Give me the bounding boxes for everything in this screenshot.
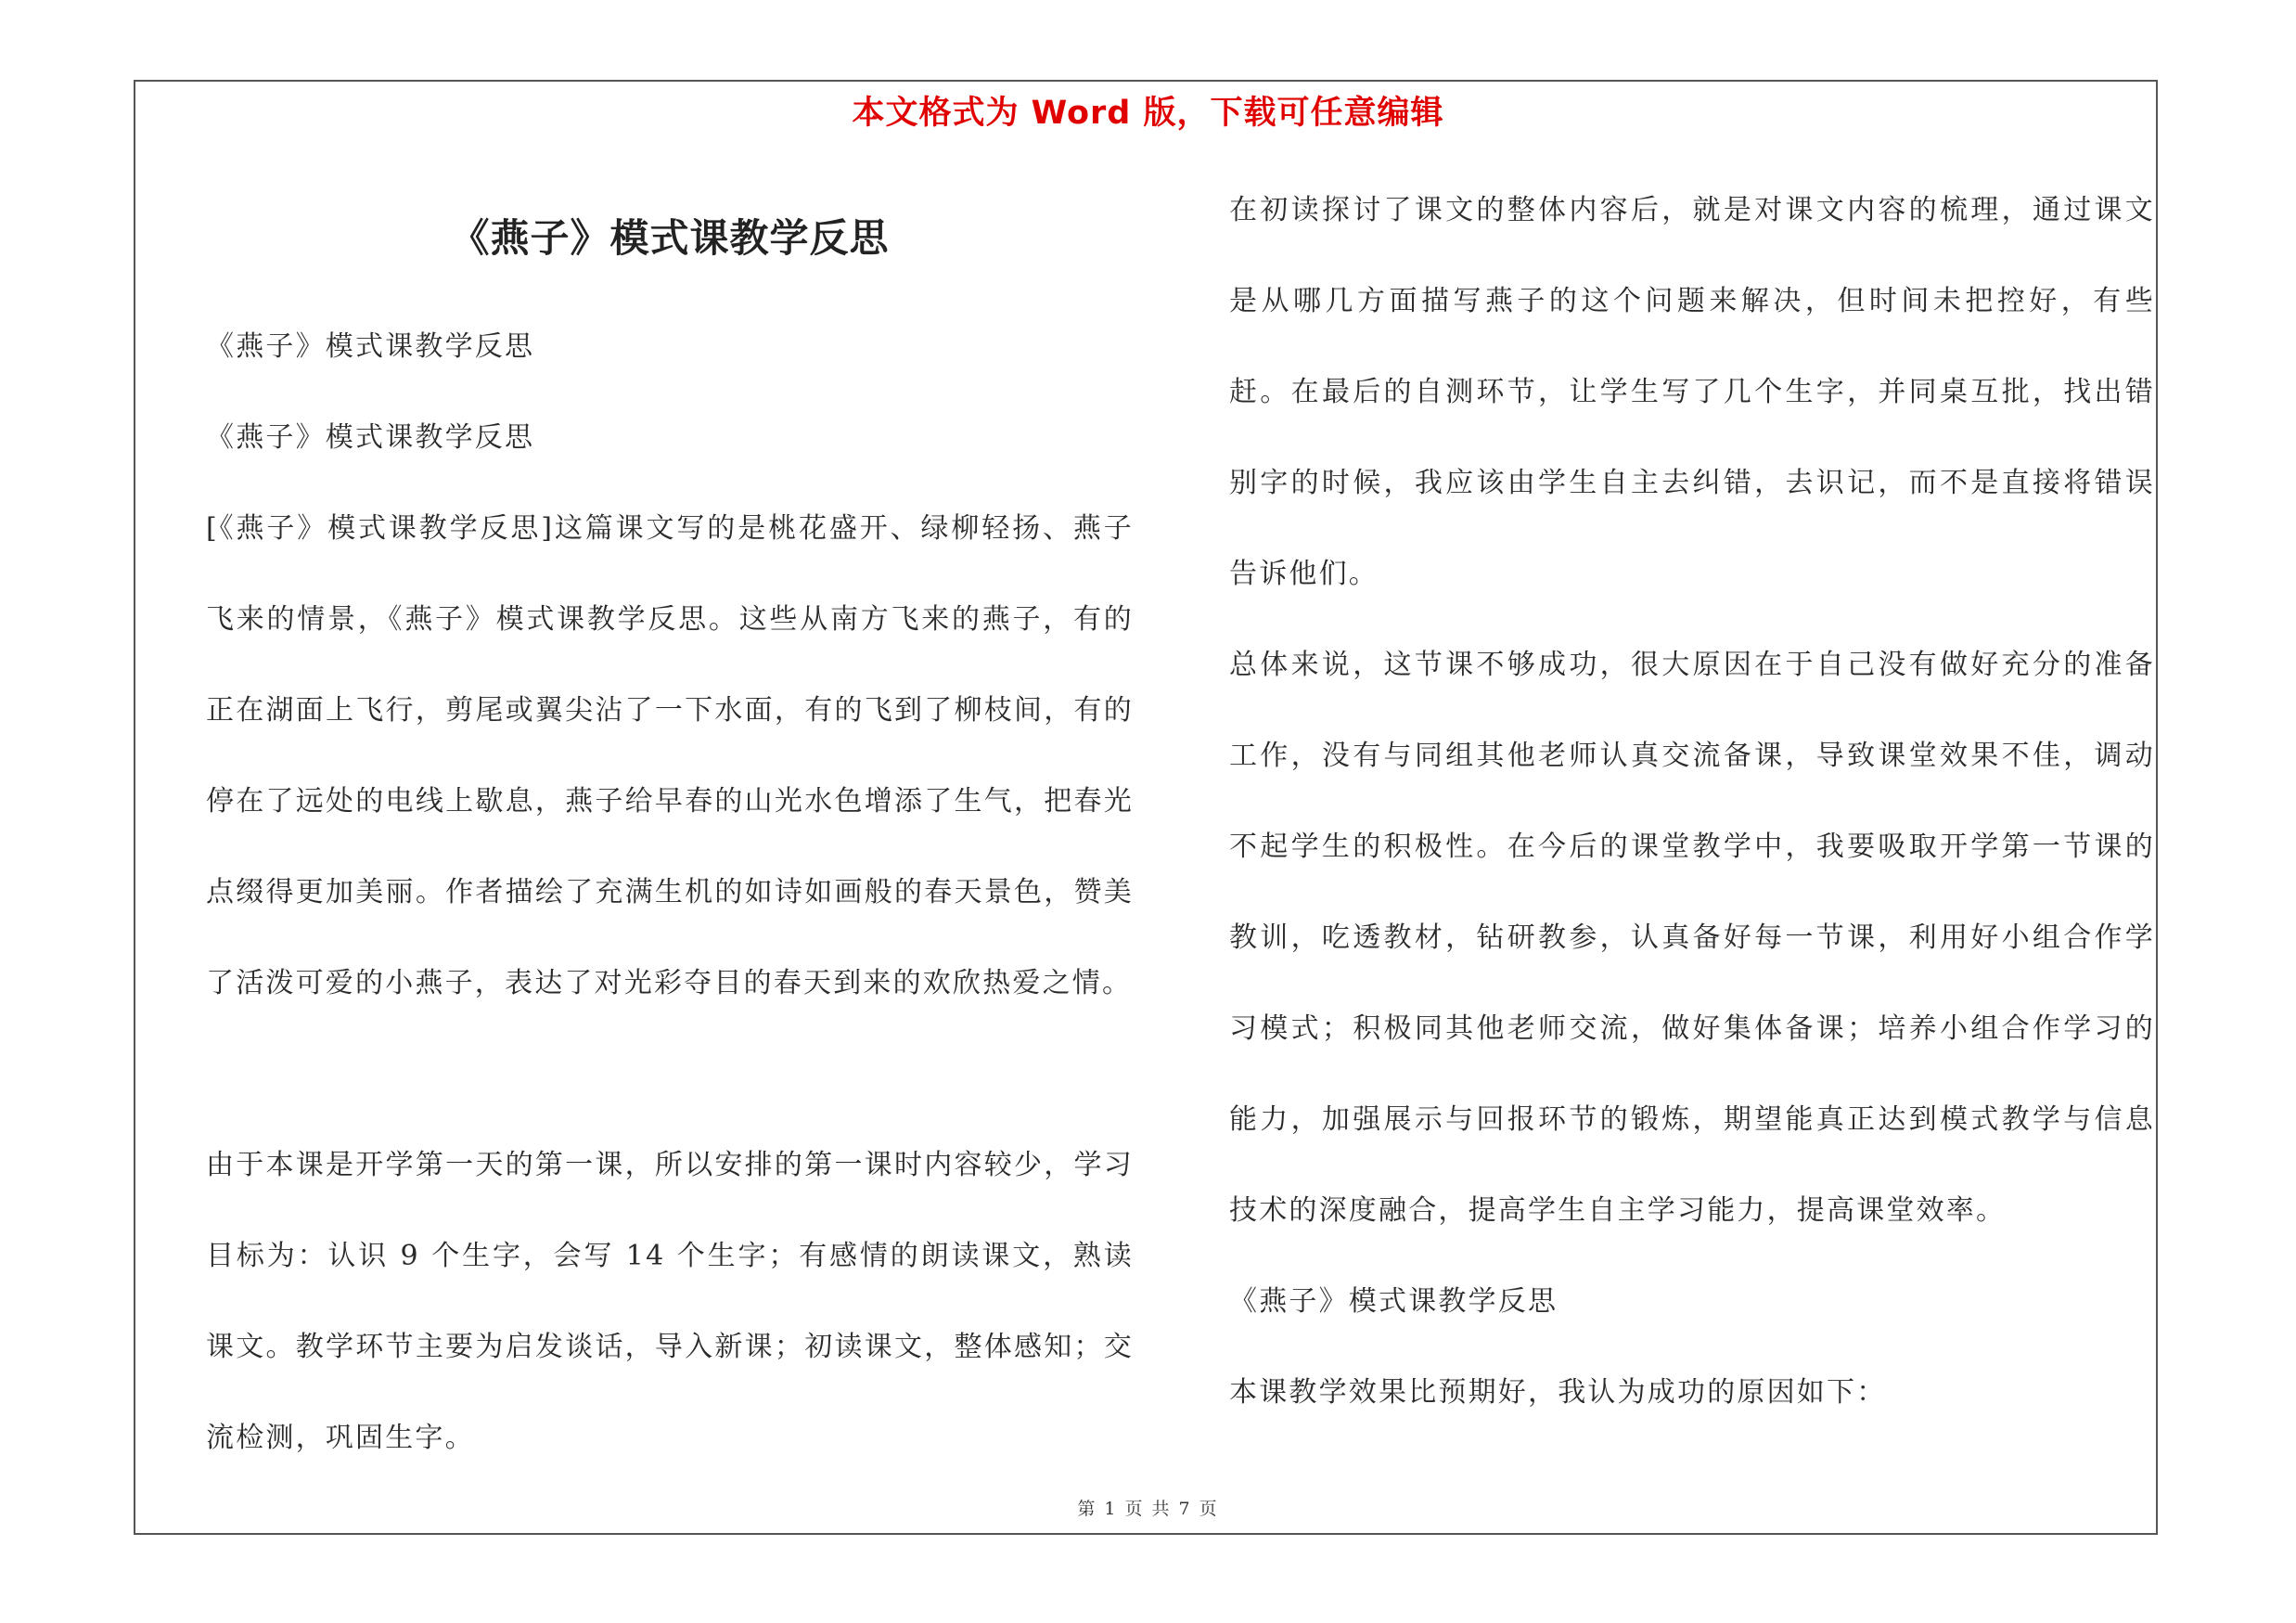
document-title: 《燕子》模式课教学反思 bbox=[450, 215, 890, 261]
page-number-footer: 第 1 页 共 7 页 bbox=[1077, 1499, 1219, 1519]
right-paragraph-4: 本课教学效果比预期好，我认为成功的原因如下： bbox=[1229, 1376, 1887, 1409]
right-paragraph-2: 总体来说，这节课不够成功，很大原因在于自己没有做好充分的准备工作，没有与同组其他老师认真交流备课，导致课堂效果不佳，调动不起学生的积极性。在今后的课堂教学中，我要吸取开学第一节课的教训，吃透教材，钻研教参，认真备好每一节课，利用好小组合作学习模式；积极同其他老师交流，做好集体备课；培养小组合作学习的能力，加强展示与回报环节的锻炼，期望能真正达到模式教学与信息技术的深度融合，提高学生自主学习能力，提高课堂效率。 bbox=[1229, 649, 2155, 1227]
right-paragraph-1: 在初读探讨了课文的整体内容后，就是对课文内容的梳理，通过课文是从哪几方面描写燕子的这个问题来解决，但时间未把控好，有些赶。在最后的自测环节，让学生写了几个生字，并同桌互批，找出错别字的时候，我应该由学生自主去纠错，去识记，而不是直接将错误告诉他们。 bbox=[1229, 194, 2155, 590]
left-paragraph-1: 《燕子》模式课教学反思 bbox=[206, 330, 535, 363]
format-notice-banner: 本文格式为 Word 版，下载可任意编辑 bbox=[852, 95, 1444, 132]
left-paragraph-3: [《燕子》模式课教学反思]这篇课文写的是桃花盛开、绿柳轻扬、燕子飞来的情景，《燕子》模式课教学反思。这些从南方飞来的燕子，有的正在湖面上飞行，剪尾或翼尖沾了一下水面，有的飞到了柳枝间，有的停在了远处的电线上歇息，燕子给早春的山光水色增添了生气，把春光点缀得更加美丽。作者描绘了充满生机的如诗如画般的春天景色，赞美了活泼可爱的小燕子，表达了对光彩夺目的春天到来的欢欣热爱之情。 bbox=[206, 512, 1134, 999]
left-paragraph-2: 《燕子》模式课教学反思 bbox=[206, 421, 535, 454]
left-paragraph-4: 由于本课是开学第一天的第一课，所以安排的第一课时内容较少，学习目标为：认识 9 个生字，会写 14 个生字；有感情的朗读课文，熟读课文。教学环节主要为启发谈话，导入新课；初读课文，整体感知；交流检测，巩固生字。 bbox=[206, 1149, 1134, 1454]
right-paragraph-3: 《燕子》模式课教学反思 bbox=[1229, 1285, 1558, 1318]
